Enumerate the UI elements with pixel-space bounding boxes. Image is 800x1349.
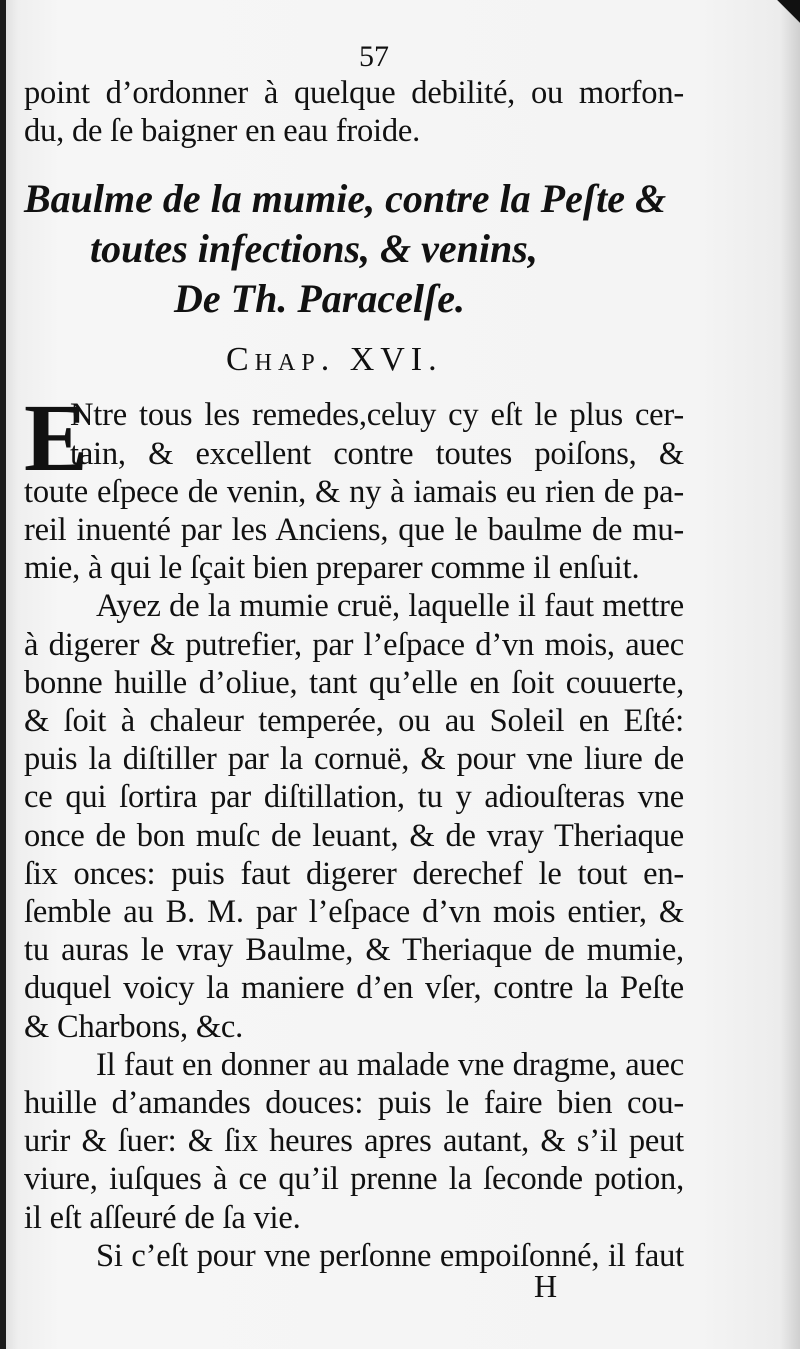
paragraph-1 (24, 384, 684, 587)
text-line: viure, iuſques à ce qu’il prenne la ſeconde potion, (24, 1161, 684, 1198)
text-line: ce qui ſortira par diſtillation, tu y adiouſteras vne (24, 779, 684, 816)
text-line: Il faut en donner au malade vne dragme, auec (96, 1046, 684, 1083)
catchword: H (534, 1268, 558, 1304)
paragraph-2 (24, 587, 684, 1045)
text-line: Ayez de la mumie cruë, laquelle il faut mettre (96, 588, 684, 625)
text-line: ſemble au B. M. par l’eſpace d’vn mois entier, & (24, 894, 684, 931)
text-line: à digerer & putrefier, par l’eſpace d’vn mois, auec (24, 626, 684, 663)
text-line: bonne huille d’oliue, tant qu’elle en ſoit couuerte, (24, 664, 684, 701)
text-line: toute eſpece de venin, & ny à iamais eu rien de pa- (24, 473, 684, 510)
text-line: & ſoit à chaleur temperée, ou au Soleil en Eſté: (24, 703, 684, 740)
page-left-edge (0, 0, 6, 1349)
paragraph-4 (24, 1237, 684, 1275)
text-line: du, de ſe baigner en eau froide. (24, 113, 421, 150)
section-title-line: toutes infections, & venins, (90, 226, 538, 272)
paragraph-3 (24, 1046, 684, 1237)
page-text-block (24, 40, 684, 1275)
text-line: huille d’amandes douces: puis le faire bien cou- (24, 1085, 684, 1122)
text-line: reil inuenté par les Anciens, que le baulme de mu- (24, 512, 684, 549)
text-line: duquel voicy la maniere d’en vſer, contre la Peſte (24, 970, 684, 1007)
page-number: 57 (359, 40, 389, 73)
text-line: point d’ordonner à quelque debilité, ou morfon- (24, 75, 684, 111)
drop-cap: E (24, 384, 89, 492)
page-corner-shadow (760, 0, 800, 40)
text-line: urir & ſuer: & ſix heures apres autant, & s’il peut (24, 1123, 684, 1160)
text-line: & Charbons, &c. (24, 1008, 244, 1045)
text-line: tu auras le vray Baulme, & Theriaque de mumie, (24, 932, 684, 969)
section-title-line: De Th. Paracelſe. (174, 276, 466, 322)
text-line: mie, à qui le ſçait bien preparer comme il enſuit. (24, 550, 640, 587)
text-line: Si c’eſt pour vne perſonne empoiſonné, il faut (96, 1237, 684, 1274)
text-line: puis la diſtiller par la cornuë, & pour vne liure de (24, 741, 684, 778)
text-line: Ntre tous les remedes,celuy cy eſt le plus cer- (70, 397, 684, 434)
text-line: once de bon muſc de leuant, & de vray Theriaque (24, 817, 684, 854)
text-line: il eſt aſſeuré de ſa vie. (24, 1199, 301, 1236)
section-title-line: Baulme de la mumie, contre la Peſte & (24, 176, 667, 222)
text-line: ſix onces: puis faut digerer derechef le tout en- (24, 855, 684, 892)
text-line: tain, & excellent contre toutes poiſons, & (70, 435, 684, 472)
chapter-heading: Chap. XVI. (226, 341, 443, 379)
